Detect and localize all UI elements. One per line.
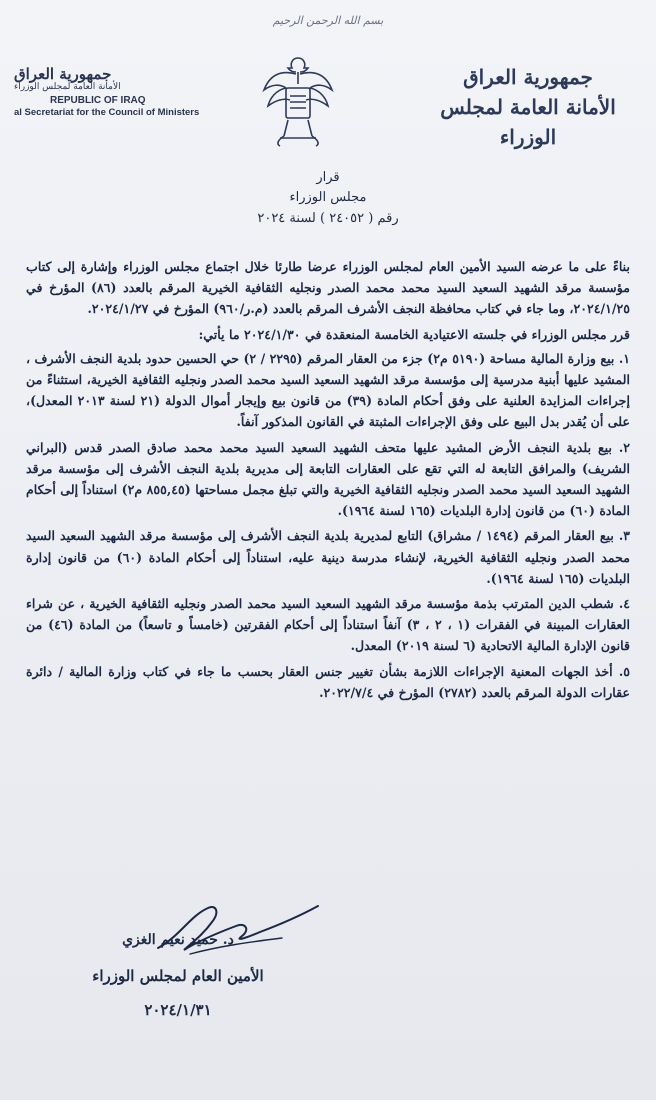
intro-paragraph: بناءً على ما عرضه السيد الأمين العام لمجلس الوزراء عرضا طارئا خلال اجتماع مجلس الوزراء وإشارة إلى كتاب مؤسسة مرقد الشهيد السعيد السيد محمد محمد الصدر ونجليه الثقافية الخيرية المرقم بالعدد (٨٦) المؤرخ في ٢٠٢٤/١/٢٥، وما جاء في كتاب محافظة النجف الأشرف المرقم بالعدد (م.ر/٩٦٠) المؤرخ في ٢٠٢٤/١/٢٧. [26,259,630,317]
basmala-text: بسم الله الرحمن الرحيم [272,14,384,27]
decision-item: ٣. بيع العقار المرقم (١٤٩٤ / مشراق) التابع لمديرية بلدية النجف الأشرف إلى مؤسسة مرقد الشهيد السعيد السيد محمد الصدر ونجليه الثقافية الخيرية، لإنشاء مدرسة دينية عليه، استناداً إلى أحكام المادة (٦٠) من قانون إدارة البلديات (١٦٥ لسنة ١٩٦٤). [26,528,630,586]
decision-item: ٥. أخذ الجهات المعنية الإجراءات اللازمة بشأن تغيير جنس العقار بحسب ما جاء في كتاب وزارة المالية / دائرة عقارات الدولة المرقم بالعدد (٢٧٨٢) المؤرخ في ٢٠٢٢/٧/٤. [26,663,630,700]
decision-item: ٤. شطب الدين المترتب بذمة مؤسسة مرقد الشهيد السعيد السيد محمد الصدر ونجليه الثقافية الخيرية ، عن شراء العقارات المبينة في الفقرات (١ ، ٢ ، ٣) آنفاً استناداً إلى أحكام الفقرتين (خامساً و تاسعاً) من المادة (٤٦) من قانون الإدارة المالية الاتحادية (٦ لسنة ٢٠١٩) المعدل. [26,596,630,654]
decision-number: رقم ( ٢٤٠٥٢ ) لسنة ٢٠٢٤ [257,211,399,226]
header-left-ar-title: جمهورية العراق [14,65,112,83]
decision-body [26,256,630,707]
header-right-block [418,62,638,152]
decision-label: قرار [316,170,340,185]
resolution-line: قرر مجلس الوزراء في جلسته الاعتيادية الخامسة المنعقدة في ٢٠٢٤/١/٣٠ ما يأتي: [198,326,630,342]
signatory-role: الأمين العام لمجلس الوزراء [92,967,264,985]
decision-council: مجلس الوزراء [289,190,367,205]
header-left-ar-subtitle: الأمانة العامة لمجلس الوزراء [14,82,121,92]
header-left-en-title: REPUBLIC OF IRAQ [50,95,146,106]
decision-item: ٢. بيع بلدية النجف الأرض المشيد عليها متحف الشهيد السعيد السيد محمد محمد صادق الصدر قدس (البراني الشريف) والمرافق التابعة له التي تقع على العقارات التابعة إلى مديرية بلدية النجف الأشرف إلى مؤسسة مرقد الشهيد السعيد السيد محمد الصدر ونجليه الثقافية الخيرية والتي تبلغ مجمل مساحتها (٨٥٥,٤٥ م٢) استناداً إلى أحكام المادة (٦٠) من قانون إدارة البلديات (١٦٥ لسنة ١٩٦٤). [26,439,630,519]
decision-title-block [0,168,656,230]
header-left-block [14,66,204,118]
signature-date: ٢٠٢٤/١/٣١ [144,1001,212,1019]
header-left-en-subtitle: al Secretariat for the Council of Ministers [14,107,200,118]
header-right-line2: الأمانة العامة لمجلس الوزراء [440,95,616,149]
signature-block [0,928,356,1024]
iraq-eagle-emblem-icon [258,44,338,154]
signatory-name: د. حميد نعيم الغزي [122,932,234,948]
decision-item: ١. بيع وزارة المالية مساحة (٥١٩٠ م٢) جزء من العقار المرقم (٢٢٩٥ / ٢) حي الحسين حدود بلدية النجف الأشرف ، المشيد عليها أبنية مدرسية إلى مؤسسة مرقد الشهيد السعيد السيد محمد الصدر ونجليه الثقافية الخيرية، استثناءً من إجراءات المزايدة العلنية على وفق أحكام المادة (٣٩) من قانون بيع وإيجار أموال الدولة (٢١ لسنة ٢٠١٣ المعدل)، على أن يُقدر بدل البيع على وفق الإجراءات المثبتة في القانون المذكور آنفاً. [26,350,630,430]
header-right-line1: جمهورية العراق [463,65,593,89]
